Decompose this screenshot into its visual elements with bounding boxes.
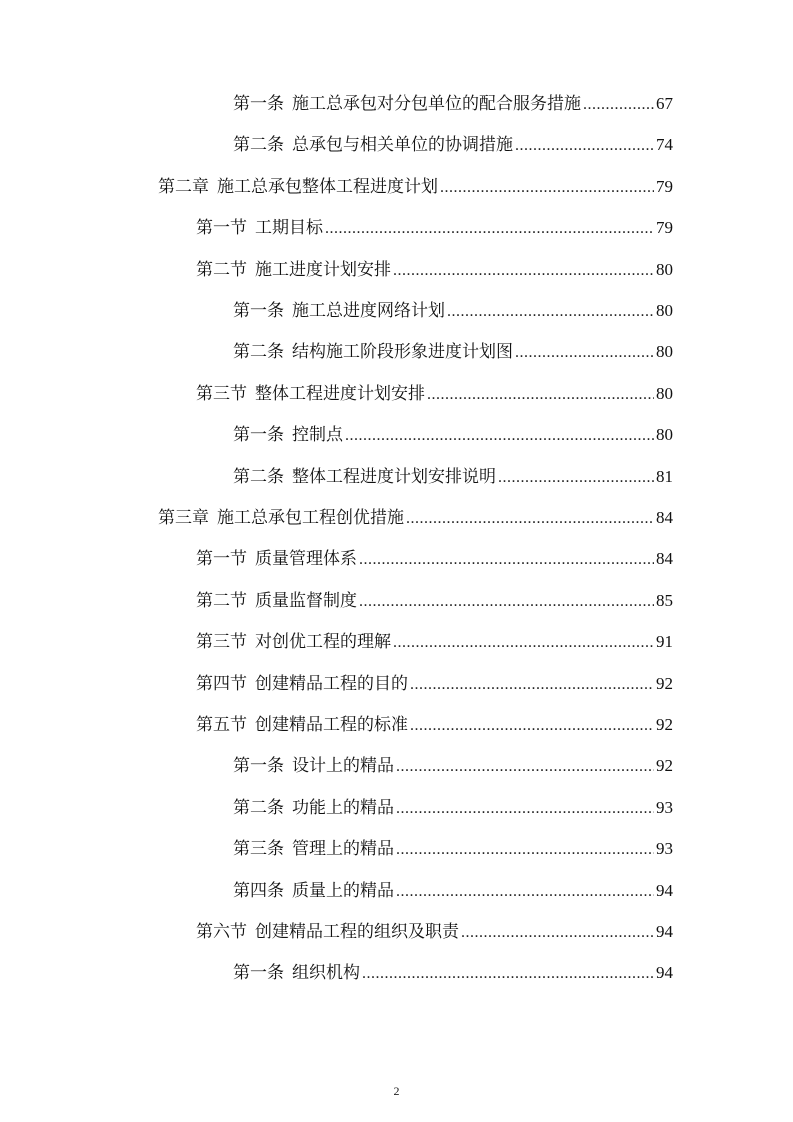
toc-entry[interactable] [196, 917, 673, 947]
toc-entry-page-number: 93 [656, 839, 673, 859]
toc-entry-number: 第一节 [196, 549, 247, 570]
toc-leader-dots [427, 386, 654, 404]
toc-entry-number: 第五节 [196, 715, 247, 735]
toc-entry-number: 第二条 [233, 135, 284, 156]
toc-leader-dots [515, 344, 654, 362]
toc-leader-dots [393, 634, 654, 652]
toc-entry[interactable] [158, 172, 673, 202]
toc-entry[interactable] [196, 255, 673, 285]
toc-leader-dots [498, 469, 654, 487]
toc-entry-number: 第三节 [196, 632, 247, 653]
toc-entry-title: 创建精品工程的组织及职责 [255, 922, 459, 942]
toc-entry-title: 工期目标 [255, 218, 323, 239]
toc-entry-page-number: 79 [656, 176, 673, 196]
toc-leader-dots [461, 924, 654, 942]
toc-leader-dots [396, 800, 654, 818]
toc-entry-title: 整体工程进度计划安排 [255, 383, 425, 404]
toc-entry[interactable] [233, 462, 673, 492]
toc-entry-number: 第三条 [233, 839, 284, 860]
toc-entry[interactable] [233, 130, 673, 160]
toc-entry-number: 第二章 [158, 176, 209, 197]
toc-entry-title: 组织机构 [292, 963, 360, 984]
toc-entry-page-number: 92 [656, 715, 673, 734]
toc-entry-title: 质量管理体系 [255, 549, 357, 570]
toc-entry[interactable] [233, 876, 673, 906]
toc-entry-page-number: 94 [656, 922, 673, 941]
toc-entry-page-number: 92 [656, 673, 673, 693]
toc-entry-page-number: 85 [656, 590, 673, 610]
toc-entry-title: 施工总承包整体工程进度计划 [217, 176, 438, 197]
toc-leader-dots [396, 758, 654, 776]
toc-leader-dots [447, 303, 654, 321]
toc-entry[interactable] [233, 958, 673, 988]
toc-entry[interactable] [196, 627, 673, 657]
page-footer-number: 2 [393, 1084, 400, 1098]
toc-entry-page-number: 84 [656, 508, 673, 527]
toc-entry-title: 施工总承包对分包单位的配合服务措施 [292, 94, 581, 114]
toc-entry-title: 总承包与相关单位的协调措施 [292, 135, 513, 156]
toc-entry-title: 整体工程进度计划安排说明 [292, 466, 496, 487]
toc-entry-number: 第二节 [196, 590, 247, 611]
toc-leader-dots [410, 676, 654, 694]
toc-entry-number: 第一条 [233, 425, 284, 446]
toc-leader-dots [515, 137, 654, 155]
toc-entry-number: 第一条 [233, 756, 284, 777]
toc-entry-number: 第一节 [196, 218, 247, 239]
toc-leader-dots [359, 593, 654, 611]
toc-entry[interactable] [233, 420, 673, 450]
toc-leader-dots [393, 262, 654, 280]
toc-entry-page-number: 81 [656, 466, 673, 486]
toc-entry-title: 创建精品工程的标准 [255, 715, 408, 735]
toc-entry-page-number: 67 [656, 94, 673, 113]
toc-entry-title: 创建精品工程的目的 [255, 673, 408, 694]
toc-entry[interactable] [233, 793, 673, 823]
toc-leader-dots [583, 96, 654, 114]
toc-entry-number: 第四条 [233, 880, 284, 901]
toc-entry[interactable] [196, 379, 673, 409]
toc-leader-dots [396, 883, 654, 901]
toc-entry[interactable] [196, 669, 673, 699]
toc-entry-number: 第一条 [233, 301, 284, 321]
toc-leader-dots [325, 220, 654, 238]
toc-entry-page-number: 84 [656, 549, 673, 569]
toc-entry-page-number: 92 [656, 756, 673, 776]
toc-entry-number: 第二节 [196, 259, 247, 280]
toc-entry-number: 第三节 [196, 383, 247, 404]
toc-entry-title: 施工总进度网络计划 [292, 301, 445, 321]
toc-leader-dots [396, 841, 654, 859]
toc-leader-dots [359, 551, 654, 569]
toc-entry-number: 第四节 [196, 673, 247, 694]
toc-entry-title: 结构施工阶段形象进度计划图 [292, 342, 513, 363]
toc-entry-page-number: 80 [656, 425, 673, 445]
toc-entry[interactable] [233, 751, 673, 781]
toc-entry-title: 对创优工程的理解 [255, 632, 391, 653]
toc-entry-title: 控制点 [292, 425, 343, 446]
toc-entry-number: 第一条 [233, 94, 284, 114]
toc-entry-page-number: 80 [656, 301, 673, 320]
toc-entry-page-number: 79 [656, 218, 673, 238]
toc-entry-title: 质量上的精品 [292, 880, 394, 901]
toc-entry[interactable] [233, 89, 673, 119]
toc-leader-dots [406, 510, 654, 528]
toc-entry-page-number: 74 [656, 135, 673, 155]
toc-entry[interactable] [158, 503, 673, 533]
toc-leader-dots [362, 965, 654, 983]
toc-entry-page-number: 80 [656, 342, 673, 362]
toc-leader-dots [440, 179, 654, 197]
toc-entry-title: 质量监督制度 [255, 590, 357, 611]
toc-entry[interactable] [233, 834, 673, 864]
toc-entry-page-number: 94 [656, 963, 673, 983]
toc-entry[interactable] [196, 544, 673, 574]
toc-entry-title: 设计上的精品 [292, 756, 394, 777]
toc-entry-title: 施工进度计划安排 [255, 259, 391, 280]
toc-entry[interactable] [233, 337, 673, 367]
toc-entry-title: 施工总承包工程创优措施 [217, 508, 404, 528]
toc-entry-page-number: 93 [656, 797, 673, 817]
toc-leader-dots [345, 427, 654, 445]
toc-entry-number: 第一条 [233, 963, 284, 984]
toc-entry-title: 管理上的精品 [292, 839, 394, 860]
toc-entry[interactable] [196, 710, 673, 740]
toc-entry[interactable] [196, 586, 673, 616]
toc-entry-page-number: 94 [656, 880, 673, 900]
toc-entry[interactable] [233, 296, 673, 326]
toc-entry-number: 第三章 [158, 508, 209, 528]
toc-entry-page-number: 91 [656, 632, 673, 652]
toc-entry-number: 第二条 [233, 797, 284, 818]
toc-entry-number: 第二条 [233, 342, 284, 363]
toc-entry-page-number: 80 [656, 259, 673, 279]
toc-entry-number: 第二条 [233, 466, 284, 487]
toc-entry-title: 功能上的精品 [292, 797, 394, 818]
toc-entry-number: 第六节 [196, 922, 247, 942]
toc-entry[interactable] [196, 213, 673, 243]
toc-leader-dots [410, 717, 654, 735]
toc-entry-page-number: 80 [656, 383, 673, 403]
